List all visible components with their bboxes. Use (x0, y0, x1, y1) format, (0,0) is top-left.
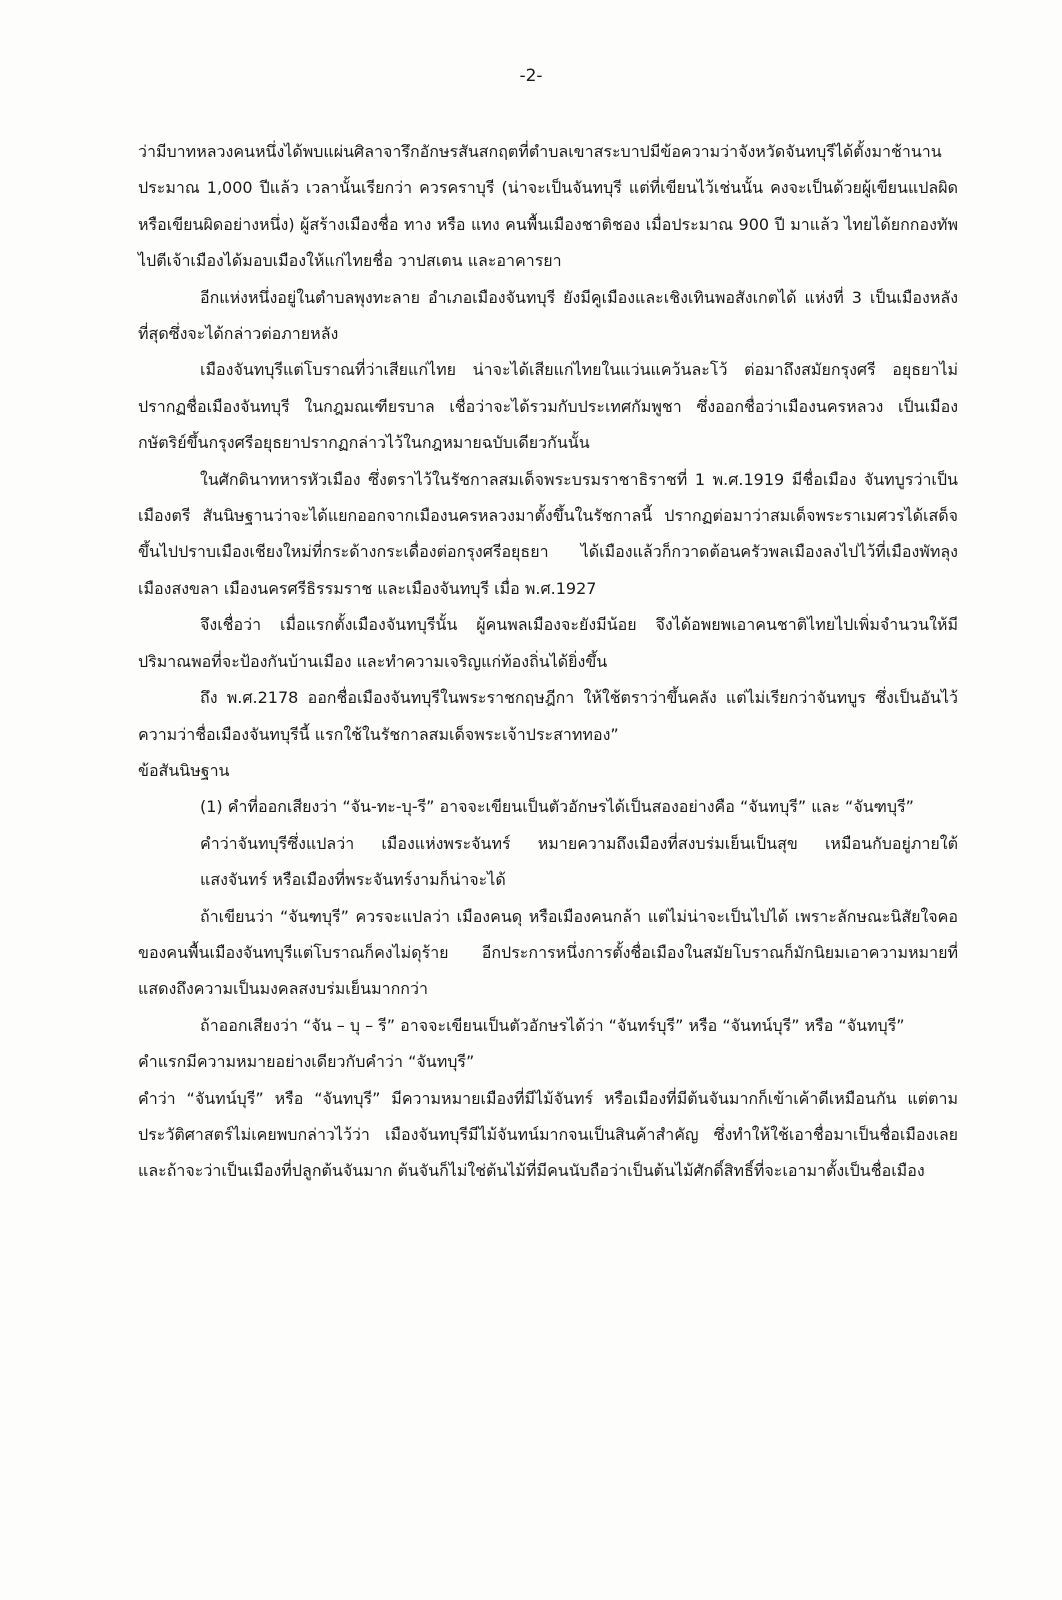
paragraph: ถึง พ.ศ.2178 ออกชื่อเมืองจันทบุรีในพระราชกฤษฎีกา ให้ใช้ตราว่าขึ้นคลัง แต่ไม่เรียกว่าจันทบูร ซึ่งเป็นอันไว้ความว่าชื่อเมืองจันทบุรีนี้ แรกใช้ในรัชกาลสมเด็จพระเจ้าประสาททอง” (138, 688, 958, 744)
document-body (138, 134, 958, 1190)
paragraph: อีกแห่งหนึ่งอยู่ในตำบลพุงทะลาย อำเภอเมืองจันทบุรี ยังมีคูเมืองและเชิงเทินพอสังเกตได้ แห่งที่ 3 เป็นเมืองหลังที่สุดซึ่งจะได้กล่าวต่อภายหลัง (138, 287, 958, 344)
paragraph: ว่ามีบาทหลวงคนหนึ่งได้พบแผ่นศิลาจารึกอักษรสันสกฤตที่ตำบลเขาสระบาปมีข้อความว่าจังหวัดจันทบุรีได้ตั้งมาช้านานประมาณ 1,000 ปีแล้ว เวลานั้นเรียกว่า ควรคราบุรี (น่าจะเป็นจันทบุรี แต่ที่เขียนไว้เช่นนั้น คงจะเป็นด้วยผู้เขียนแปลผิด หรือเขียนผิดอย่างหนึ่ง) ผู้สร้างเมืองชื่อ ทาง หรือ แทง คนพื้นเมืองชาติชอง เมื่อประมาณ 900 ปี มาแล้ว ไทยได้ยกกองทัพไปตีเจ้าเมืองได้มอบเมืองให้แก่ไทยชื่อ วาปสเตน และอาคารยา (138, 142, 958, 271)
section-heading: ข้อสันนิษฐาน (138, 760, 230, 780)
paragraph: ถ้าเขียนว่า “จันฑบุรี” ควรจะแปลว่า เมืองคนดุ หรือเมืองคนกล้า แต่ไม่น่าจะเป็นไปได้ เพราะลักษณะนิสัยใจคอของคนพื้นเมืองจันทบุรีแต่โบราณก็คงไม่ดุร้าย อีกประการหนึ่งการตั้งชื่อเมืองในสมัยโบราณก็มักนิยมเอาความหมายที่แสดงถึงความเป็นมงคลสงบร่มเย็นมากกว่า (138, 906, 958, 999)
page-number: -2- (519, 66, 543, 86)
paragraph: เมืองจันทบุรีแต่โบราณที่ว่าเสียแก่ไทย น่าจะได้เสียแก่ไทยในแว่นแคว้นละโว้ ต่อมาถึงสมัยกรุงศรี อยุธยาไม่ปรากฏชื่อเมืองจันทบุรี ในกฎมณเฑียรบาล เชื่อว่าจะได้รวมกับประเทศกัมพูชา ซึ่งออกชื่อว่าเมืองนครหลวง เป็นเมืองกษัตริย์ขึ้นกรุงศรีอยุธยาปรากฏกล่าวไว้ในกฎหมายฉบับเดียวกันนั้น (138, 360, 958, 453)
paragraph: คำว่า “จันทน์บุรี” หรือ “จันทบุรี” มีความหมายเมืองที่มีไม้จันทร์ หรือเมืองที่มีต้นจันมากก็เข้าเค้าดีเหมือนกัน แต่ตามประวัติศาสตร์ไม่เคยพบกล่าวไว้ว่า เมืองจันทบุรีมีไม้จันทน์มากจนเป็นสินค้าสำคัญ ซึ่งทำให้ใช้เอาชื่อมาเป็นชื่อเมืองเลย และถ้าจะว่าเป็นเมืองที่ปลูกต้นจันมาก ต้นจันก็ไม่ใช่ต้นไม้ที่มีคนนับถือว่าเป็นต้นไม้ศักดิ์สิทธิ์ที่จะเอามาตั้งเป็นชื่อเมือง (138, 1088, 958, 1181)
paragraph: คำแรกมีความหมายอย่างเดียวกับคำว่า “จันทบุรี” (138, 1052, 475, 1072)
paragraph: คำว่าจันทบุรีซึ่งแปลว่า เมืองแห่งพระจันทร์ หมายความถึงเมืองที่สงบร่มเย็นเป็นสุข เหมือนกับอยู่ภายใต้แสงจันทร์ หรือเมืองที่พระจันทร์งามก็น่าจะได้ (200, 833, 958, 890)
paragraph: (1) คำที่ออกเสียงว่า “จัน-ทะ-บุ-รี” อาจจะเขียนเป็นตัวอักษรได้เป็นสองอย่างคือ “จันทบุรี” และ “จันฑบุรี” (200, 797, 914, 817)
paragraph: ในศักดินาทหารหัวเมือง ซึ่งตราไว้ในรัชกาลสมเด็จพระบรมราชาธิราชที่ 1 พ.ศ.1919 มีชื่อเมือง จันทบูรว่าเป็นเมืองตรี สันนิษฐานว่าจะได้แยกออกจากเมืองนครหลวงมาตั้งขึ้นในรัชกาลนี้ ปรากฏต่อมาว่าสมเด็จพระราเมศวรได้เสด็จขึ้นไปปราบเมืองเชียงใหม่ที่กระด้างกระเดื่องต่อกรุงศรีอยุธยา ได้เมืองแล้วก็กวาดต้อนครัวพลเมืองลงไปไว้ที่เมืองพัทลุง เมืองสงขลา เมืองนครศรีธิรรมราช และเมืองจันทบุรี เมื่อ พ.ศ.1927 (138, 469, 958, 598)
paragraph: ถ้าออกเสียงว่า “จัน – บุ – รี” อาจจะเขียนเป็นตัวอักษรได้ว่า “จันทร์บุรี” หรือ “จันทน์บุรี” หรือ “จันทบุรี” (200, 1015, 905, 1035)
paragraph: จึงเชื่อว่า เมื่อแรกตั้งเมืองจันทบุรีนั้น ผู้คนพลเมืองจะยังมีน้อย จึงได้อพยพเอาคนชาติไทยไปเพิ่มจำนวนให้มีปริมาณพอที่จะป้องกันบ้านเมือง และทำความเจริญแก่ท้องถิ่นได้ยิ่งขึ้น (138, 615, 958, 671)
